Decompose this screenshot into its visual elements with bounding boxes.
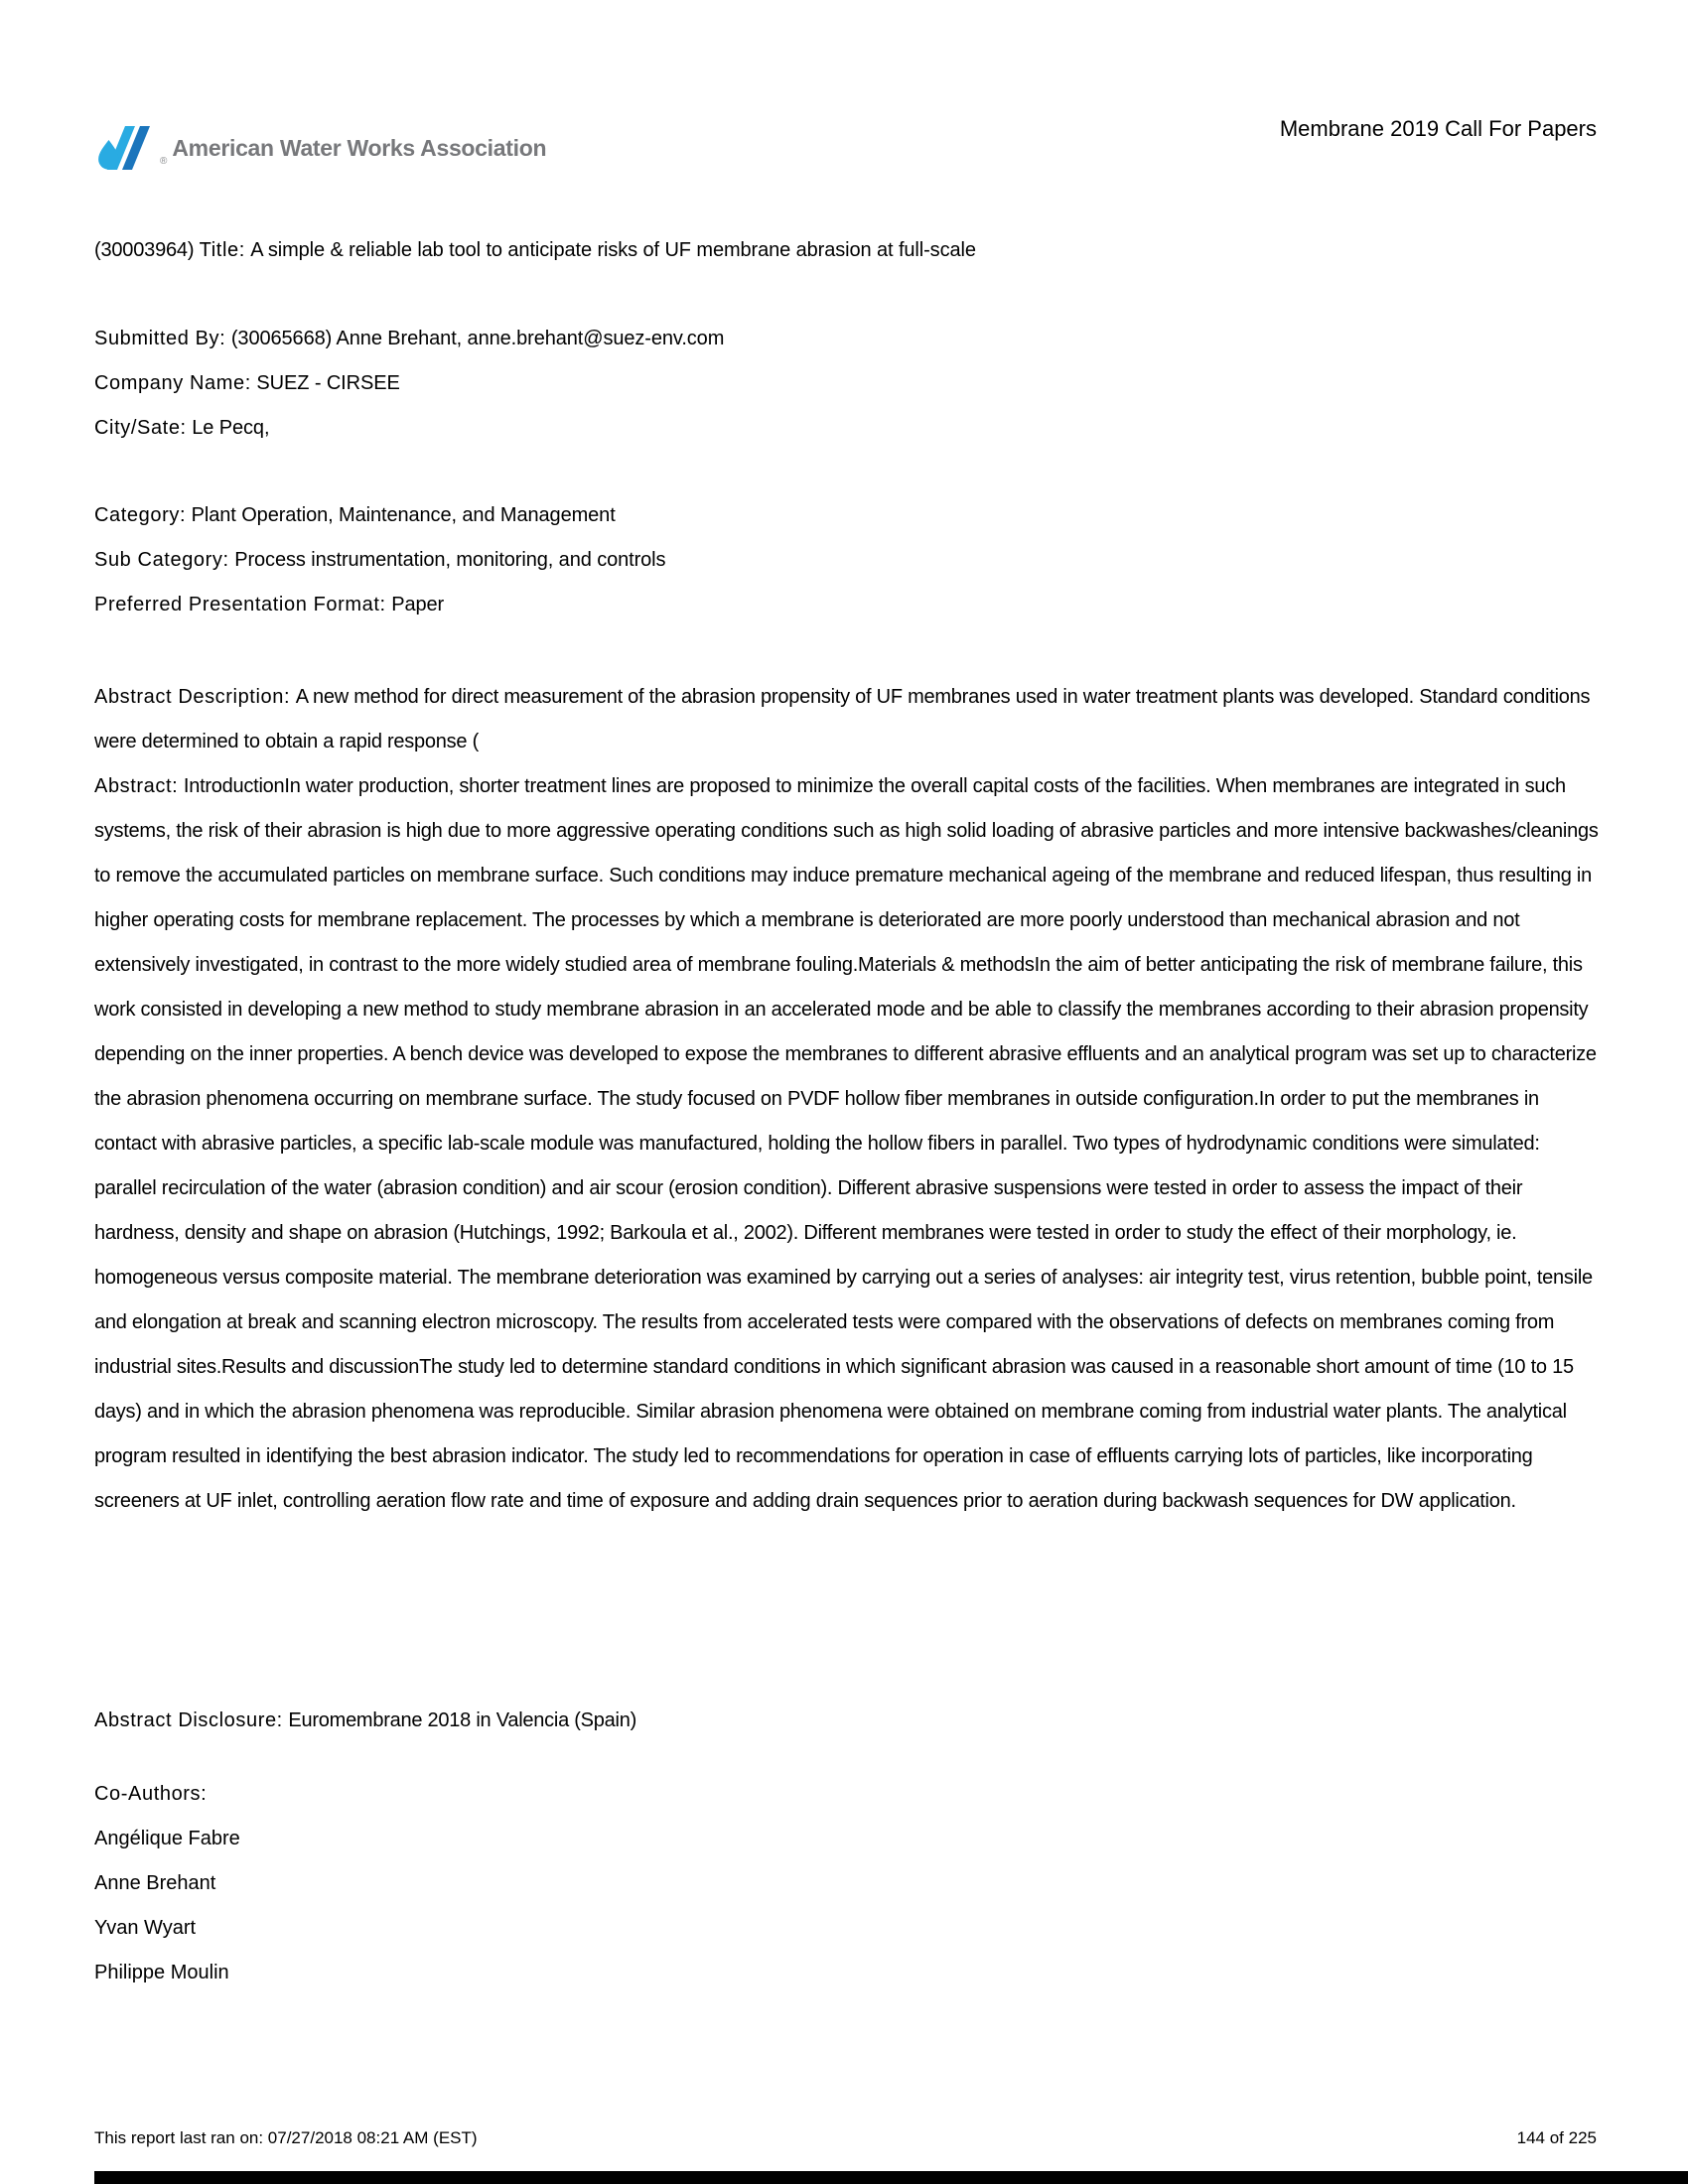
city-state-label: City/Sate: — [94, 417, 187, 439]
abstract-description-label: Abstract Description: — [94, 686, 291, 708]
co-author-name: Anne Brehant — [94, 1872, 216, 1894]
sub-category-value: Process instrumentation, monitoring, and controls — [234, 549, 666, 571]
abstract-disclosure-label: Abstract Disclosure: — [94, 1709, 283, 1731]
submitted-by-value: (30065668) Anne Brehant, anne.brehant@suez-env.com — [230, 328, 725, 349]
abstract-disclosure-line — [94, 1699, 1601, 1743]
abstract-description-paragraph — [94, 675, 1601, 764]
category-value: Plant Operation, Maintenance, and Management — [191, 504, 616, 526]
awwa-drop-icon — [94, 125, 158, 171]
abstract-disclosure-value: Euromembrane 2018 in Valencia (Spain) — [288, 1709, 636, 1731]
company-name-label: Company Name: — [94, 372, 251, 394]
field-company-name — [94, 372, 400, 395]
presentation-format-label: Preferred Presentation Format: — [94, 594, 386, 615]
paper-title-line — [94, 239, 976, 262]
page-number: 144 of 225 — [1516, 2128, 1597, 2147]
registered-trademark-symbol: ® — [160, 156, 168, 167]
report-last-ran-timestamp: This report last ran on: 07/27/2018 08:21 AM (EST) — [94, 2128, 478, 2147]
abstract-paragraph — [94, 764, 1601, 1524]
field-presentation-format — [94, 594, 444, 616]
field-submitted-by — [94, 328, 724, 350]
paper-id: (30003964) — [94, 239, 195, 261]
title-label: Title: — [199, 239, 245, 261]
awwa-logo — [94, 125, 546, 171]
sub-category-label: Sub Category: — [94, 549, 229, 571]
presentation-format-value: Paper — [391, 594, 445, 615]
category-label: Category: — [94, 504, 187, 526]
field-sub-category — [94, 549, 665, 572]
company-name-value: SUEZ - CIRSEE — [256, 372, 400, 394]
co-authors-label: Co-Authors: — [94, 1783, 208, 1805]
co-author-name: Yvan Wyart — [94, 1917, 197, 1939]
abstract-label: Abstract: — [94, 775, 179, 797]
page-bottom-bar — [94, 2171, 1688, 2184]
submitted-by-label: Submitted By: — [94, 328, 226, 349]
city-state-value: Le Pecq, — [192, 417, 270, 439]
field-category — [94, 504, 616, 527]
co-author-name: Philippe Moulin — [94, 1962, 229, 1983]
field-city-state — [94, 417, 269, 440]
abstract-text: IntroductionIn water production, shorter treatment lines are proposed to minimize the overall capital costs of the facilities. When membranes are integrated in such systems, the risk of their abrasion is high due to more aggressive operating conditions such as high solid loading of abrasive particles and more intensive backwashes/cleanings to remove the accumulated particles on membrane surface. Such conditions may induce premature mechanical ageing of the membrane and reduced lifespan, thus resulting in higher operating costs for membrane replacement. The processes by which a membrane is deteriorated are more poorly understood than mechanical abrasion and not extensively investigated, in contrast to the more widely studied area of membrane fouling.Materials & methodsIn the aim of better anticipating the risk of membrane failure, this work consisted in developing a new method to study membrane abrasion in an accelerated mode and be able to classify the membranes according to their abrasion propensity depending on the inner properties. A bench device was developed to expose the membranes to different abrasive effluents and an analytical program was set up to characterize the abrasion phenomena occurring on membrane surface. The study focused on PVDF hollow fiber membranes in outside configuration.In order to put the membranes in contact with abrasive particles, a specific lab-scale module was manufactured, holding the hollow fibers in parallel. Two types of hydrodynamic conditions were simulated: parallel recirculation of the water (abrasion condition) and air scour (erosion condition). Different abrasive suspensions were tested in order to assess the impact of their hardness, density and shape on abrasion (Hutchings, 1992; Barkoula et al., 2002). Different membranes were tested in order to study the effect of their morphology, ie. homogeneous versus composite material. The membrane deterioration was examined by carrying out a series of analyses: air integrity test, virus retention, bubble point, tensile and elongation at break and scanning electron microscopy. The results from accelerated tests were compared with the observations of defects on membranes coming from industrial sites.Results and discussionThe study led to determine standard conditions in which significant abrasion was caused in a reasonable short amount of time (10 to 15 days) and in which the abrasion phenomena was reproducible. Similar abrasion phenomena were obtained on membrane coming from industrial water plants. The analytical program resulted in identifying the best abrasion indicator. The study led to recommendations for operation in case of effluents carrying lots of particles, like incorporating screeners at UF inlet, controlling aeration flow rate and time of exposure and adding drain sequences prior to aeration during backwash sequences for DW application. — [94, 775, 1599, 1512]
brand-name: American Water Works Association — [172, 134, 547, 161]
abstract-description-text: A new method for direct measurement of the abrasion propensity of UF membranes used in water treatment plants was developed. Standard conditions were determined to obtain a rapid response ( — [94, 686, 1591, 752]
paper-title: A simple & reliable lab tool to anticipate risks of UF membrane abrasion at full-scale — [250, 239, 976, 261]
co-author-name: Angélique Fabre — [94, 1828, 240, 1849]
report-title: Membrane 2019 Call For Papers — [1279, 116, 1597, 141]
